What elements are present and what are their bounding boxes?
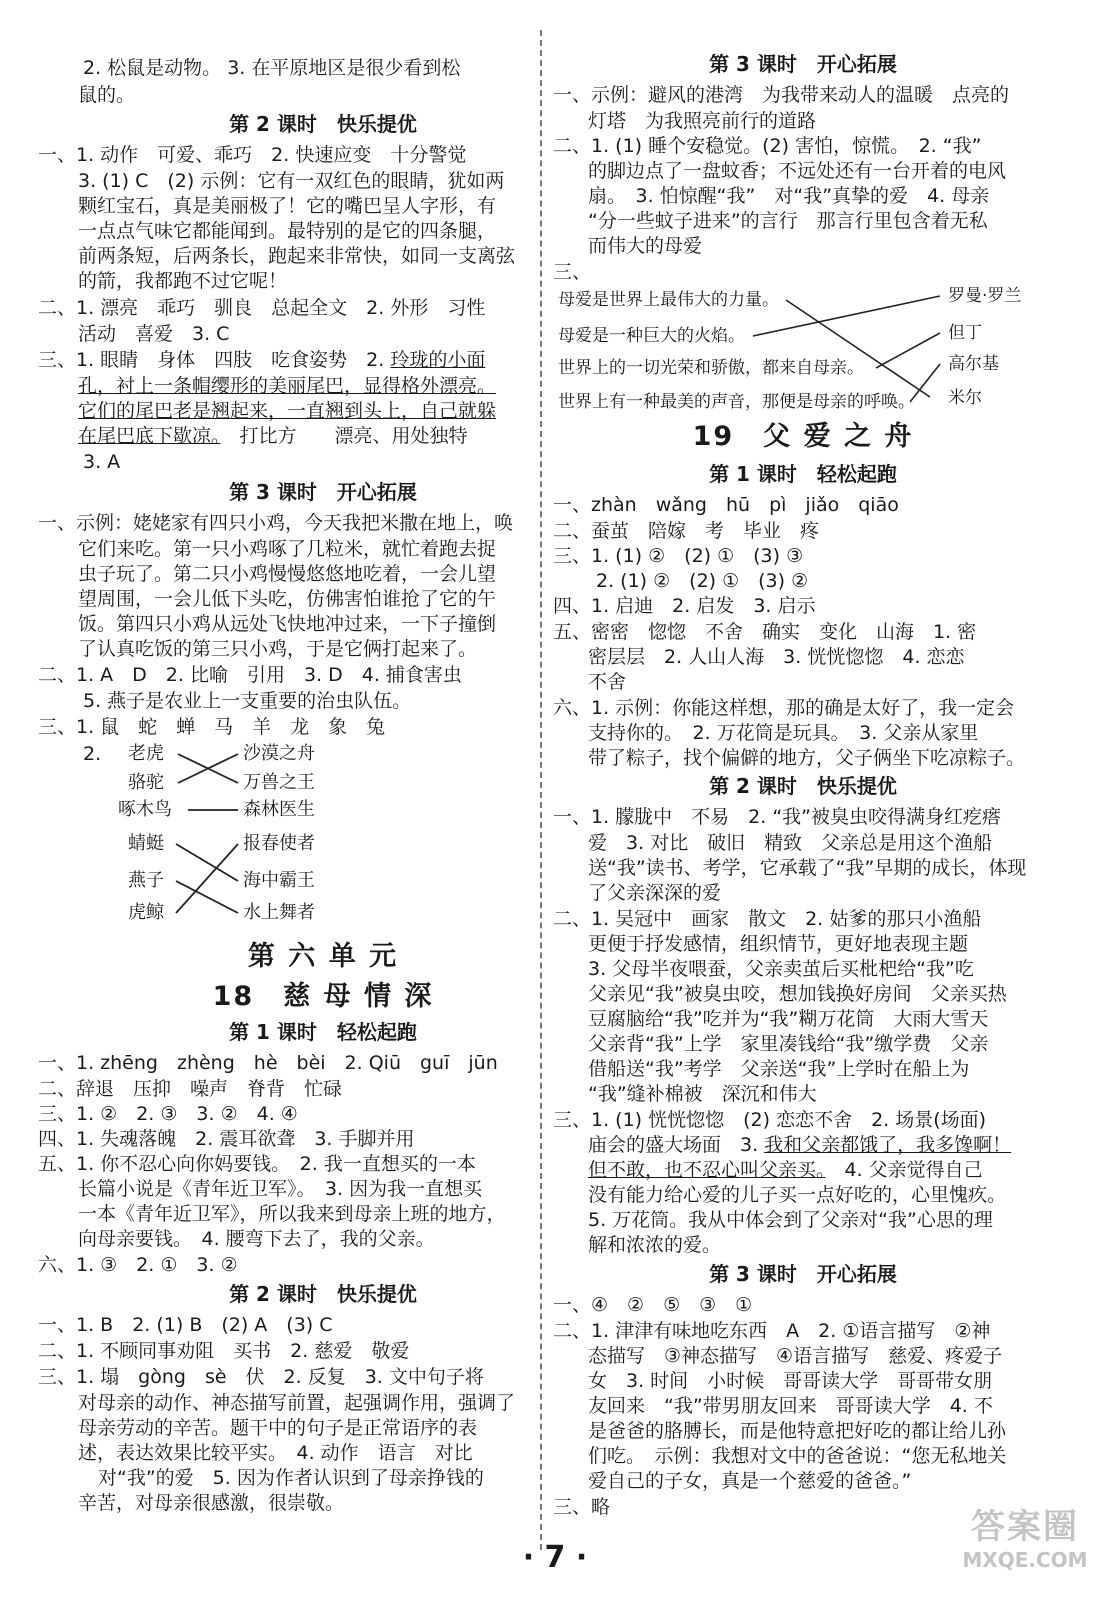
text-line: 密层层 2. 人山人海 3. 恍恍惚惚 4. 恋恋	[588, 646, 965, 668]
text-line: 述，表达效果比较平实。 4. 动作 语言 对比	[78, 1442, 473, 1464]
text-line: 一、1. zhēng zhèng hè bèi 2. Qiū guī jūn	[38, 1052, 498, 1074]
text-line: 六、1. ③ 2. ① 3. ②	[38, 1254, 238, 1276]
text-line: 5. 万花筒。我从中体会到了父亲对“我”心思的理	[588, 1209, 993, 1231]
text-line: 孔，衬上一条帽缨形的美丽尾巴，显得格外漂亮。	[78, 375, 497, 397]
text-line: 五、1. 你不忍心向你妈要钱。 2. 我一直想买的一本	[38, 1153, 476, 1175]
text-line: 的脚边点了一盘蚊香；不远处还有一台开着的电风	[588, 160, 1007, 182]
text-line: 虫子玩了。第二只小鸡慢慢悠悠地吃着，一会儿望	[78, 563, 497, 585]
text-line: 3. 父母半夜喂蚕，父亲卖茧后买枇杷给“我”吃	[588, 958, 974, 980]
text-line: 父亲背“我”上学 家里凑钱给“我”缴学费 父亲	[588, 1033, 989, 1055]
text-line: 三、1. 鼠 蛇 蝉 马 羊 龙 象 兔	[38, 716, 386, 738]
author-item: 高尔基	[948, 354, 999, 374]
text-line: 爱自己的子女，真是一个慈爱的爸爸。”	[588, 1470, 912, 1492]
text-line: 四、1. 启迪 2. 启发 3. 启示	[553, 595, 816, 617]
text-line: 更便于抒发感情，组织情节，更好地表现主题	[588, 933, 969, 955]
text-line: 二、1. 不顾同事劝阻 买书 2. 慈爱 敬爱	[38, 1340, 410, 1362]
text-line: 解和浓浓的爱。	[588, 1234, 722, 1256]
text-line: 爱 3. 对比 破旧 精致 父亲总是用这个渔船	[588, 832, 993, 854]
text-line: 带了粽子，找个偏僻的地方，父子俩坐下吃凉粽子。	[588, 747, 1026, 769]
text-line: 豆腐脑给“我”吃并为“我”糊万花筒 大雨大雪天	[588, 1008, 989, 1030]
text-line: 3. A	[83, 451, 121, 473]
text-line: 父亲见“我”被臭虫咬，想加钱换好房间 父亲买热	[588, 983, 1007, 1005]
item-number: 2.	[83, 743, 102, 765]
text-line: 而伟大的母爱	[588, 235, 703, 257]
quote-item: 母爱是一种巨大的火焰。	[558, 326, 745, 346]
match-right-item: 万兽之王	[243, 772, 315, 793]
section-heading: 第 2 课时 快乐提优	[229, 112, 417, 136]
text-line: 庙会的盛大场面 3. 我和父亲都饿了，我多馋啊！	[588, 1134, 1012, 1156]
section-heading: 第 1 课时 轻松起跑	[709, 462, 897, 486]
match-left-item: 骆驼	[128, 772, 164, 793]
text-line: 二、1. 津津有味地吃东西 A 2. ①语言描写 ②神	[553, 1320, 991, 1342]
text-line: 母亲劳动的辛苦。题干中的句子是正常语序的表	[78, 1417, 478, 1439]
text-line: 一点点气味它都能闻到。最特别的是它的四条腿，	[78, 220, 497, 242]
text-line: 送“我”读书、考学，它承载了“我”早期的成长，体现	[588, 857, 1027, 879]
text-line: 活动 喜爱 3. C	[78, 323, 230, 345]
lesson-title: 18 慈 母 情 深	[212, 981, 434, 1012]
author-item: 罗曼·罗兰	[948, 286, 1022, 306]
text-line: 友回来 “我”带男朋友回来 哥哥读大学 4. 不	[588, 1395, 993, 1417]
text-line: 四、1. 失魂落魄 2. 震耳欲聋 3. 手脚并用	[38, 1128, 415, 1150]
text-line: 们吃。 示例：我想对文中的爸爸说：“您无私地关	[588, 1445, 1007, 1467]
text-line: 一、1. 朦胧中 不易 2. “我”被臭虫咬得满身红疙瘩	[553, 806, 1002, 828]
text-line: 一本《青年近卫军》，所以我来到母亲上班的地方，	[78, 1203, 506, 1225]
text-line: 一、1. 动作 可爱、乖巧 2. 快速应变 十分警觉	[38, 144, 467, 166]
text-line: 二、1. (1) 睡个安稳觉。(2) 害怕，惊慌。 2. “我”	[553, 135, 982, 157]
section-heading: 第 3 课时 开心拓展	[229, 480, 417, 504]
text-line: 的箭，我都跑不过它呢！	[78, 270, 288, 292]
text-line: 二、1. 漂亮 乖巧 驯良 总起全文 2. 外形 习性	[38, 297, 486, 319]
author-item: 但丁	[948, 323, 982, 343]
watermark-url: MXQE.COM	[962, 1548, 1088, 1572]
page-number: · 7 ·	[522, 1540, 588, 1575]
text-line: 女 3. 时间 小时候 哥哥读大学 哥哥带女朋	[588, 1370, 993, 1392]
text-line: 对母亲的动作、神态描写前置，起强调作用，强调了	[78, 1392, 516, 1414]
quote-item: 母爱是世界上最伟大的力量。	[558, 290, 779, 310]
text-line: 一、④ ② ⑤ ③ ①	[553, 1294, 753, 1316]
text-line: 灯塔 为我照亮前行的道路	[588, 110, 817, 132]
quote-item: 世界上的一切光荣和骄傲，都来自母亲。	[558, 358, 864, 378]
match-left-item: 虎鲸	[128, 902, 164, 923]
text-line: 二、辞退 压抑 噪声 脊背 忙碌	[38, 1078, 343, 1100]
text-line: 扇。 3. 怕惊醒“我” 对“我”真挚的爱 4. 母亲	[588, 185, 990, 207]
match-right-item: 水上舞者	[243, 902, 315, 923]
text-line: 五、密密 惚惚 不舍 确实 变化 山海 1. 密	[553, 621, 977, 643]
text-line: 态描写 ③神态描写 ④语言描写 慈爱、疼爱子	[588, 1345, 1003, 1367]
match-left-item: 蜻蜓	[128, 833, 164, 854]
text-line: 没有能力给心爱的儿子买一点好吃的，心里愧疚。	[588, 1184, 1007, 1206]
text-line: 望周围，一会儿低下头吃，仿佛害怕谁抢了它的午	[78, 588, 497, 610]
section-heading: 第 3 课时 开心拓展	[709, 52, 897, 76]
text-line: 二、1. A D 2. 比喻 引用 3. D 4. 捕食害虫	[38, 664, 462, 686]
text-line: 三、1. (1) ② (2) ① (3) ③	[553, 545, 804, 567]
text-line: 在尾巴底下歇凉。 打比方 漂亮、用处独特	[78, 425, 468, 447]
text-line: 三、1. ② 2. ③ 3. ② 4. ④	[38, 1103, 298, 1125]
text-line: 了父亲深深的爱	[588, 882, 722, 904]
text-line: 三、略	[553, 1496, 611, 1518]
text-line: 一、1. B 2. (1) B (2) A (3) C	[38, 1314, 333, 1336]
section-heading: 第 1 课时 轻松起跑	[229, 1020, 417, 1044]
match-right-item: 森林医生	[243, 799, 315, 820]
text-line: 三、1. 眼睛 身体 四肢 吃食姿势 2. 玲珑的小面	[38, 349, 486, 371]
text-line: 二、1. 吴冠中 画家 散文 2. 姑爹的那只小渔船	[553, 908, 982, 930]
text-line: 饭。第四只小鸡从远处飞快地冲过来，一下子撞倒	[78, 613, 497, 635]
text-line: 是爸爸的胳膊长，而是他特意把好吃的都让给儿孙	[588, 1420, 1007, 1442]
text-line: 辛苦，对母亲很感激，很崇敬。	[78, 1492, 345, 1514]
section-heading: 第 3 课时 开心拓展	[709, 1262, 897, 1286]
text-line: 了认真吃饭的第三只小鸡，于是它俩打起来了。	[78, 638, 478, 660]
section-heading: 第 2 课时 快乐提优	[229, 1282, 417, 1306]
text-line: 一、示例：避风的港湾 为我带来动人的温暖 点亮的	[553, 84, 1010, 106]
text-line: 三、	[553, 261, 592, 283]
match-right-item: 报春使者	[243, 833, 315, 854]
watermark-logo	[950, 1505, 1100, 1600]
text-line: 不舍	[588, 671, 627, 693]
quote-item: 世界上有一种最美的声音，那便是母亲的呼唤。	[558, 392, 915, 412]
author-item: 米尔	[948, 388, 982, 408]
text-line: 颗红宝石，真是美丽极了！它的嘴巴呈人字形，有	[78, 195, 497, 217]
text-line: 它们来吃。第一只小鸡啄了几粒米，就忙着跑去捉	[78, 538, 497, 560]
text-line: 对“我”的爱 5. 因为作者认识到了母亲挣钱的	[98, 1467, 484, 1489]
text-line: 借船送“我”考学 父亲送“我”上学时在船上为	[588, 1058, 970, 1080]
text-line: 2. (1) ② (2) ① (3) ②	[596, 570, 809, 592]
match-left-item: 老虎	[128, 743, 164, 764]
text-line: 鼠的。	[78, 84, 136, 106]
text-line: 5. 燕子是农业上一支重要的治虫队伍。	[83, 690, 412, 712]
text-line: 3. (1) C (2) 示例：它有一双红色的眼睛，犹如两	[78, 170, 505, 192]
text-line: 但不敢，也不忍心叫父亲买。 4. 父亲觉得自己	[588, 1159, 983, 1181]
text-line: 一、示例：姥姥家有四只小鸡，今天我把米撒在地上，唤	[38, 512, 514, 534]
text-line: 二、蚕茧 陪嫁 考 毕业 疼	[553, 520, 820, 542]
text-line: 向母亲要钱。 4. 腰弯下去了，我的父亲。	[78, 1228, 435, 1250]
text-line: 三、1. (1) 恍恍惚惚 (2) 恋恋不舍 2. 场景(场面)	[553, 1109, 987, 1131]
text-line: 它们的尾巴老是翘起来，一直翘到头上，自己就躲	[78, 400, 497, 422]
text-line: “分一些蚊子进来”的言行 那言行里包含着无私	[588, 210, 988, 232]
text-line: “我”缝补棉被 深沉和伟大	[588, 1083, 817, 1105]
text-line: 三、1. 塌 gòng sè 伏 2. 反复 3. 文中句子将	[38, 1366, 484, 1388]
text-line: 前两条短，后两条长，跑起来非常快，如同一支离弦	[78, 245, 516, 267]
matching-exercise	[78, 740, 568, 940]
text-line: 一、zhàn wǎng hū pì jiǎo qiāo	[553, 494, 899, 516]
section-heading: 第 2 课时 快乐提优	[709, 774, 897, 798]
text-line: 六、1. 示例：你能这样想，那的确是太好了，我一定会	[553, 697, 1015, 719]
text-line: 2. 松鼠是动物。 3. 在平原地区是很少看到松	[83, 57, 461, 79]
lesson-title: 19 父 爱 之 舟	[692, 421, 914, 452]
match-left-item: 燕子	[128, 870, 164, 891]
unit-title: 第 六 单 元	[247, 941, 399, 972]
match-right-item: 沙漠之舟	[243, 743, 315, 764]
quote-matching	[558, 280, 1048, 420]
watermark-text: 答案圈	[971, 1507, 1079, 1547]
text-line: 支持你的。 2. 万花筒是玩具。 3. 父亲从家里	[588, 722, 979, 744]
text-line: 长篇小说是《青年近卫军》。 3. 因为我一直想买	[78, 1178, 483, 1200]
match-right-item: 海中霸王	[243, 870, 315, 891]
match-left-item: 啄木鸟	[118, 799, 172, 820]
